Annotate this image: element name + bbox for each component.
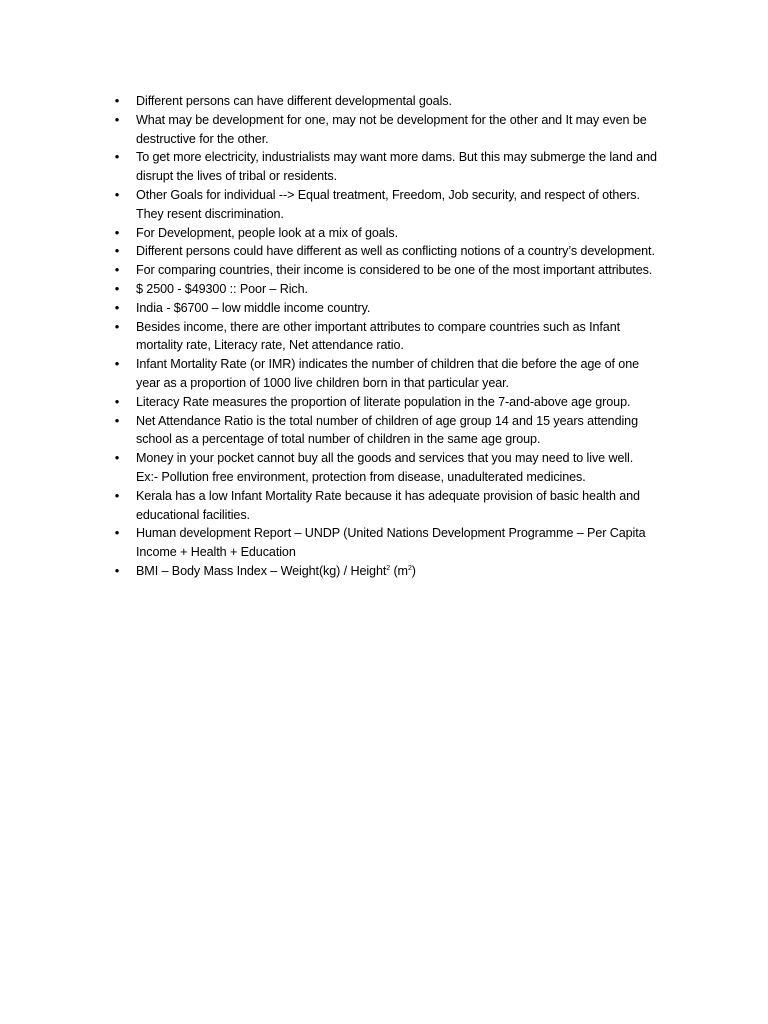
bullet-icon: • — [114, 412, 120, 428]
bullet-icon: • — [114, 224, 120, 240]
list-item-line: disrupt the lives of tribal or residents. — [136, 169, 337, 184]
list-item-text — [136, 111, 683, 149]
bullet-icon: • — [114, 562, 120, 578]
list-item-line: They resent discrimination. — [136, 206, 284, 221]
list-item — [108, 318, 683, 356]
list-item-text — [136, 355, 683, 393]
list-item-line: Infant Mortality Rate (or IMR) indicates the number of children that die before the age of one — [136, 357, 640, 372]
list-item-text — [136, 92, 683, 111]
list-item-text — [136, 487, 683, 525]
bullet-icon: • — [114, 93, 120, 108]
list-item-text — [136, 186, 683, 224]
list-item-text — [136, 318, 683, 356]
list-item — [108, 524, 683, 562]
list-item-text — [136, 280, 683, 299]
list-item-line: To get more electricity, industrialists may want more dams. But this may submerge the land and — [136, 150, 657, 165]
list-item — [108, 92, 683, 111]
list-item-line: year as a proportion of 1000 live children born in that particular year. — [136, 375, 509, 390]
bmi-superscript-1: 2 — [386, 564, 391, 572]
list-item-line: mortality rate, Literacy rate, Net attendance ratio. — [136, 338, 404, 353]
bullet-icon: • — [114, 111, 120, 127]
list-item — [108, 242, 683, 261]
bullet-icon: • — [114, 149, 120, 165]
list-item-line: What may be development for one, may not be development for the other and It may even be — [136, 112, 647, 127]
list-item-text — [136, 148, 683, 186]
list-item — [108, 299, 683, 318]
list-item-line: educational facilities. — [136, 507, 250, 522]
list-item-bmi — [108, 562, 683, 581]
list-item-text — [136, 224, 683, 243]
bullet-icon: • — [114, 525, 120, 541]
list-item-text — [136, 242, 683, 261]
notes-bullet-list — [108, 92, 683, 581]
list-item-line: Human development Report – UNDP (United Nations Development Programme – Per Capita — [136, 526, 646, 541]
bullet-icon: • — [114, 450, 120, 466]
list-item-line: Money in your pocket cannot buy all the goods and services that you may need to live well. — [136, 451, 634, 466]
list-item — [108, 280, 683, 299]
list-item-text — [136, 524, 683, 562]
list-item-text — [136, 449, 683, 487]
bullet-icon: • — [114, 393, 120, 409]
bullet-icon: • — [114, 280, 120, 296]
list-item-line: For Development, people look at a mix of goals. — [136, 225, 399, 240]
list-item-line: Income + Health + Education — [136, 545, 296, 560]
list-item — [108, 449, 683, 487]
list-item-line: Ex:- Pollution free environment, protection from disease, unadulterated medicines. — [136, 469, 586, 484]
list-item — [108, 111, 683, 149]
bullet-icon: • — [114, 356, 120, 372]
list-item-line: Other Goals for individual --> Equal treatment, Freedom, Job security, and respect of others. — [136, 187, 640, 202]
list-item — [108, 148, 683, 186]
list-item — [108, 261, 683, 280]
list-item — [108, 355, 683, 393]
list-item-text — [136, 261, 683, 280]
list-item-line: destructive for the other. — [136, 131, 269, 146]
bmi-superscript-2: 2 — [407, 564, 412, 572]
bullet-icon: • — [114, 243, 120, 259]
list-item — [108, 224, 683, 243]
list-item-line: Different persons could have different as well as conflicting notions of a country’s development. — [136, 244, 655, 259]
bmi-text-before: BMI – Body Mass Index – Weight(kg) / Height — [136, 563, 387, 578]
list-item-line: Different persons can have different developmental goals. — [136, 94, 452, 108]
list-item-line: Besides income, there are other important attributes to compare countries such as Infant — [136, 319, 621, 334]
list-item-line: Literacy Rate measures the proportion of literate population in the 7-and-above age group. — [136, 394, 631, 409]
list-item — [108, 487, 683, 525]
list-item — [108, 412, 683, 450]
bmi-text-after: ) — [411, 563, 416, 578]
list-item-text — [136, 412, 683, 450]
list-item-line: school as a percentage of total number of children in the same age group. — [136, 432, 541, 447]
bullet-icon: • — [114, 487, 120, 503]
list-item-line: For comparing countries, their income is considered to be one of the most important attributes. — [136, 263, 653, 278]
list-item-line: Kerala has a low Infant Mortality Rate because it has adequate provision of basic health and — [136, 488, 640, 503]
list-item-text — [136, 562, 683, 581]
list-item — [108, 186, 683, 224]
bmi-text-middle: (m — [390, 563, 408, 578]
bullet-icon: • — [114, 186, 120, 202]
bullet-icon: • — [114, 299, 120, 315]
bullet-icon: • — [114, 262, 120, 278]
list-item-line: Net Attendance Ratio is the total number of children of age group 14 and 15 years attending — [136, 413, 638, 428]
bullet-icon: • — [114, 318, 120, 334]
list-item-line: India - $6700 – low middle income country. — [136, 300, 371, 315]
list-item-text — [136, 393, 683, 412]
list-item-text — [136, 299, 683, 318]
list-item-line: $ 2500 - $49300 :: Poor – Rich. — [136, 281, 308, 296]
list-item — [108, 393, 683, 412]
